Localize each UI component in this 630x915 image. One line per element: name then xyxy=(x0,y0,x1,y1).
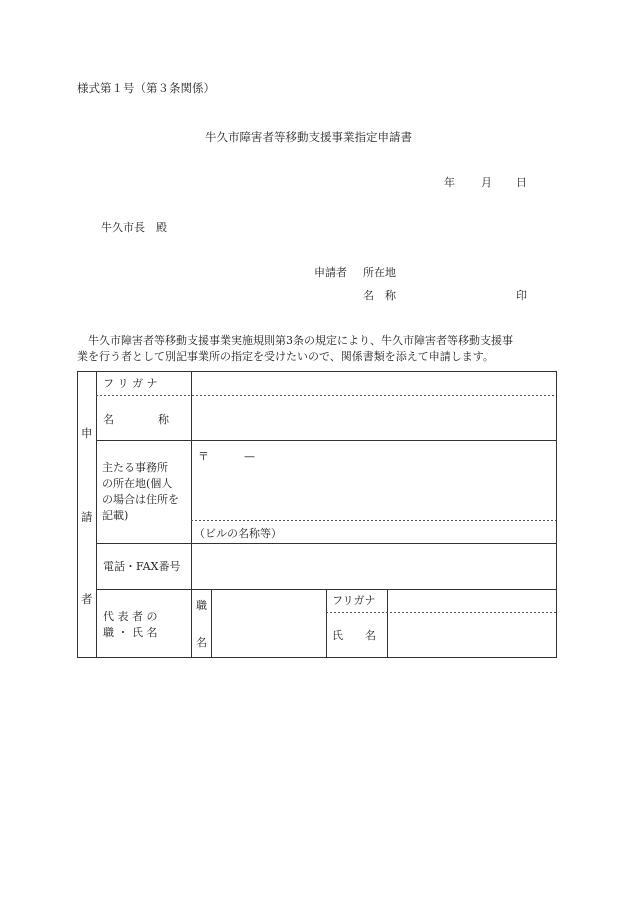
office-address-label-line-3: の場合は住所を xyxy=(102,493,179,506)
office-address-label-line-2: の所在地(個人 xyxy=(102,477,173,490)
furigana-field[interactable] xyxy=(192,372,556,395)
applicant-label: 申請者 xyxy=(314,266,347,279)
body-text-line-2: 業を行う者として別記事業所の指定を受けたいので、関係書類を添えて申請します。 xyxy=(77,350,494,363)
rep-name-label: 氏 名 xyxy=(332,629,376,642)
document-title: 牛久市障害者等移動支援事業指定申請書 xyxy=(205,130,412,144)
form-number: 様式第１号（第３条関係） xyxy=(77,81,215,95)
name-label: 名 称 xyxy=(103,413,169,426)
rep-name-field[interactable] xyxy=(388,613,556,657)
rep-furigana-label: フリガナ xyxy=(332,594,376,607)
side-label-char-2: 請 xyxy=(81,510,93,524)
representative-label-line-2: 職 ・ 氏 名 xyxy=(103,626,158,639)
office-address-field[interactable] xyxy=(192,441,556,520)
postal-dash: — xyxy=(244,450,255,463)
furigana-label: フ リ ガ ナ xyxy=(103,377,158,390)
seal-label: 印 xyxy=(516,289,527,302)
date-year: 年 xyxy=(444,176,455,189)
applicant-name-label: 名 称 xyxy=(363,289,396,302)
office-address-label-line-1: 主たる事務所 xyxy=(102,461,168,474)
name-field[interactable] xyxy=(192,396,556,440)
side-label-char-1: 申 xyxy=(81,426,93,440)
position-label-char-1: 職 xyxy=(196,599,207,612)
body-text-line-1: 牛久市障害者等移動支援事業実施規則第3条の規定により、牛久市障害者等移動支援事 xyxy=(88,334,513,347)
building-note: （ビルの名称等） xyxy=(194,527,282,540)
address-label: 所在地 xyxy=(363,266,396,279)
position-field[interactable] xyxy=(212,590,326,657)
addressee: 牛久市長 殿 xyxy=(101,221,167,234)
side-label-char-3: 者 xyxy=(81,592,93,606)
rep-furigana-field[interactable] xyxy=(388,590,556,612)
date-day: 日 xyxy=(516,176,527,189)
phone-fax-field[interactable] xyxy=(192,544,556,589)
date-month: 月 xyxy=(481,176,492,189)
office-address-label-line-4: 記載) xyxy=(102,509,129,522)
phone-fax-label: 電話・FAX番号 xyxy=(103,560,181,573)
postal-mark: 〒 xyxy=(198,450,209,463)
position-label-char-2: 名 xyxy=(196,636,207,649)
representative-label-line-1: 代 表 者 の xyxy=(103,610,158,623)
